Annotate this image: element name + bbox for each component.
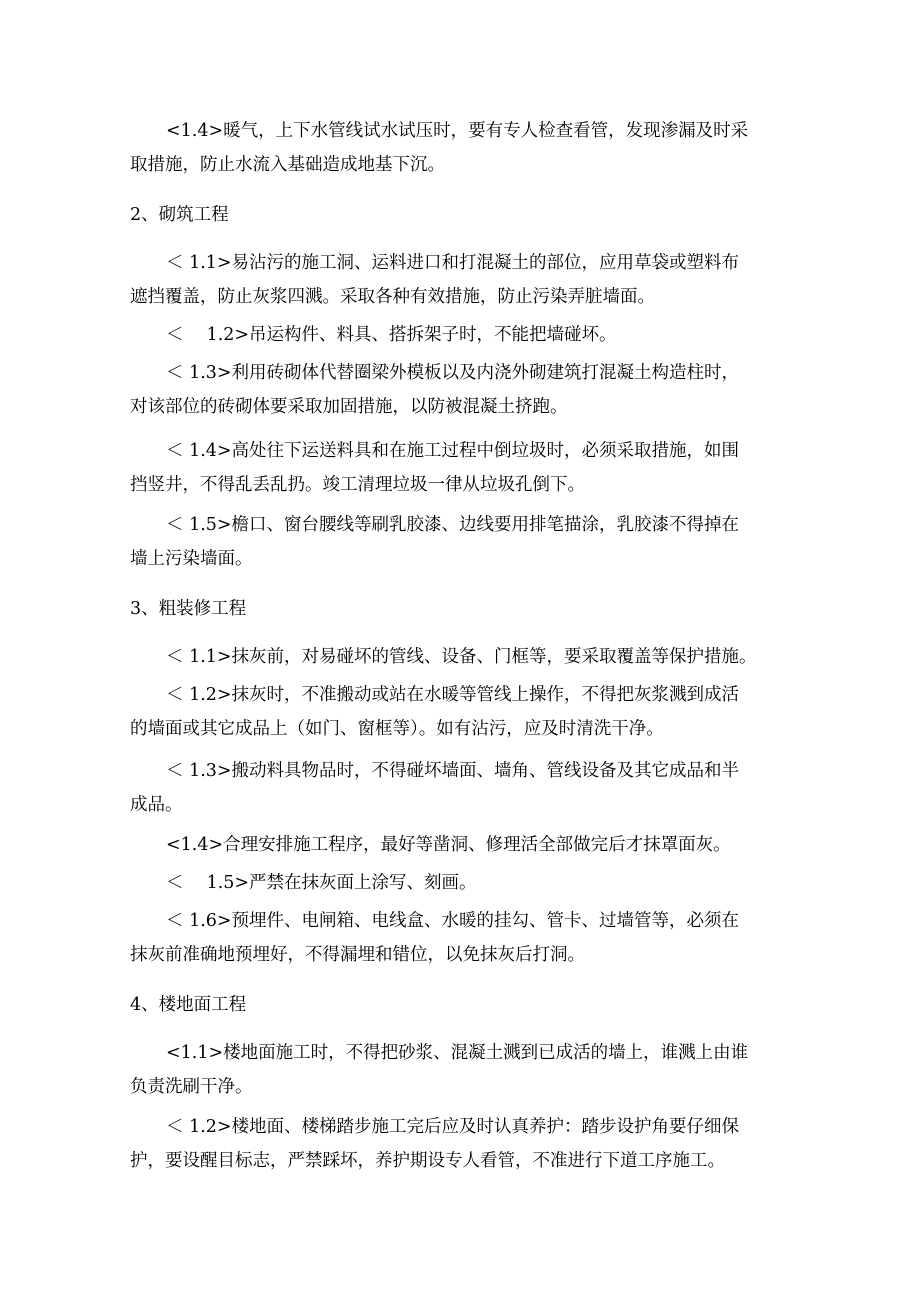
paragraph-floor-1-1 xyxy=(130,1036,820,1104)
paragraph-line: 对该部位的砖砌体要采取加固措施，以防被混凝土挤跑。 xyxy=(130,397,568,417)
paragraph-heating-pipe-test xyxy=(130,114,820,182)
paragraph-line: 遮挡覆盖，防止灰浆四溅。采取各种有效措施，防止污染弄脏墙面。 xyxy=(130,287,655,307)
paragraph-line: 负责洗刷干净。 xyxy=(130,1077,253,1097)
paragraph-masonry-1-3 xyxy=(130,356,820,424)
paragraph-rough-1-5 xyxy=(130,866,820,900)
paragraph-line: ＜ 1.2>楼地面、楼梯踏步施工完后应及时认真养护：踏步设护角要仔细保 xyxy=(166,1117,740,1137)
paragraph-line: ＜ 1.3>搬动料具物品时，不得碰坏墙面、墙角、管线设备及其它成品和半 xyxy=(166,761,740,781)
paragraph-line: 成品。 xyxy=(130,795,183,815)
paragraph-line: 抹灰前准确地预埋好，不得漏埋和错位，以免抹灰后打洞。 xyxy=(130,945,585,965)
paragraph-line: ＜ 1.5>檐口、窗台腰线等刷乳胶漆、边线要用排笔描涂，乳胶漆不得掉在 xyxy=(166,515,740,535)
paragraph-line: <1.4>暖气，上下水管线试水试压时，要有专人检查看管，发现渗漏及时采 xyxy=(166,121,749,141)
paragraph-line: ＜ 1.6>预埋件、电闸箱、电线盒、水暖的挂勾、管卡、过墙管等，必须在 xyxy=(166,911,740,931)
paragraph-rough-1-2 xyxy=(130,678,820,746)
paragraph-masonry-1-1 xyxy=(130,246,820,314)
paragraph-rough-1-1 xyxy=(130,640,820,674)
paragraph-line: 挡竖井，不得乱丢乱扔。竣工清理垃圾一律从垃圾孔倒下。 xyxy=(130,475,585,495)
paragraph-line: ＜ 1.4>高处往下运送料具和在施工过程中倒垃圾时，必须采取措施，如围 xyxy=(166,441,740,461)
paragraph-line: <1.1>楼地面施工时，不得把砂浆、混凝土溅到已成活的墙上，谁溅上由谁 xyxy=(166,1043,749,1063)
section-heading-text: 2、砌筑工程 xyxy=(130,205,229,225)
paragraph-line: 取措施，防止水流入基础造成地基下沉。 xyxy=(130,155,445,175)
section-heading-rough-decoration xyxy=(130,592,820,626)
paragraph-line: ＜ 1.1>抹灰前，对易碰坏的管线、设备、门框等，要采取覆盖等保护措施。 xyxy=(166,647,757,667)
paragraph-line: ＜ 1.1>易沾污的施工洞、运料进口和打混凝土的部位，应用草袋或塑料布 xyxy=(166,253,740,273)
section-heading-text: 4、楼地面工程 xyxy=(130,995,247,1015)
paragraph-line: ＜ 1.3>利用砖砌体代替圈梁外模板以及内浇外砌建筑打混凝土构造柱时， xyxy=(166,363,740,383)
section-heading-text: 3、粗装修工程 xyxy=(130,599,247,619)
paragraph-masonry-1-5 xyxy=(130,508,820,576)
paragraph-line: 护，要设醒目标志，严禁踩坏，养护期设专人看管，不准进行下道工序施工。 xyxy=(130,1151,725,1171)
paragraph-masonry-1-2 xyxy=(130,318,820,352)
paragraph-rough-1-3 xyxy=(130,754,820,822)
paragraph-line: 的墙面或其它成品上（如门、窗框等）。如有沾污，应及时清洗干净。 xyxy=(130,719,664,739)
section-heading-masonry xyxy=(130,198,820,232)
paragraph-masonry-1-4 xyxy=(130,434,820,502)
paragraph-line: 墙上污染墙面。 xyxy=(130,549,253,569)
paragraph-rough-1-4 xyxy=(130,828,820,862)
paragraph-line: <1.4>合理安排施工程序，最好等凿洞、修理活全部做完后才抹罩面灰。 xyxy=(166,835,731,855)
paragraph-floor-1-2 xyxy=(130,1110,820,1178)
section-heading-floor xyxy=(130,988,820,1022)
paragraph-line: ＜ 1.2>吊运构件、料具、搭拆架子时，不能把墙碰坏。 xyxy=(166,325,617,345)
paragraph-rough-1-6 xyxy=(130,904,820,972)
paragraph-line: ＜ 1.2>抹灰时，不准搬动或站在水暖等管线上操作，不得把灰浆溅到成活 xyxy=(166,685,740,705)
paragraph-line: ＜ 1.5>严禁在抹灰面上涂写、刻画。 xyxy=(166,873,477,893)
